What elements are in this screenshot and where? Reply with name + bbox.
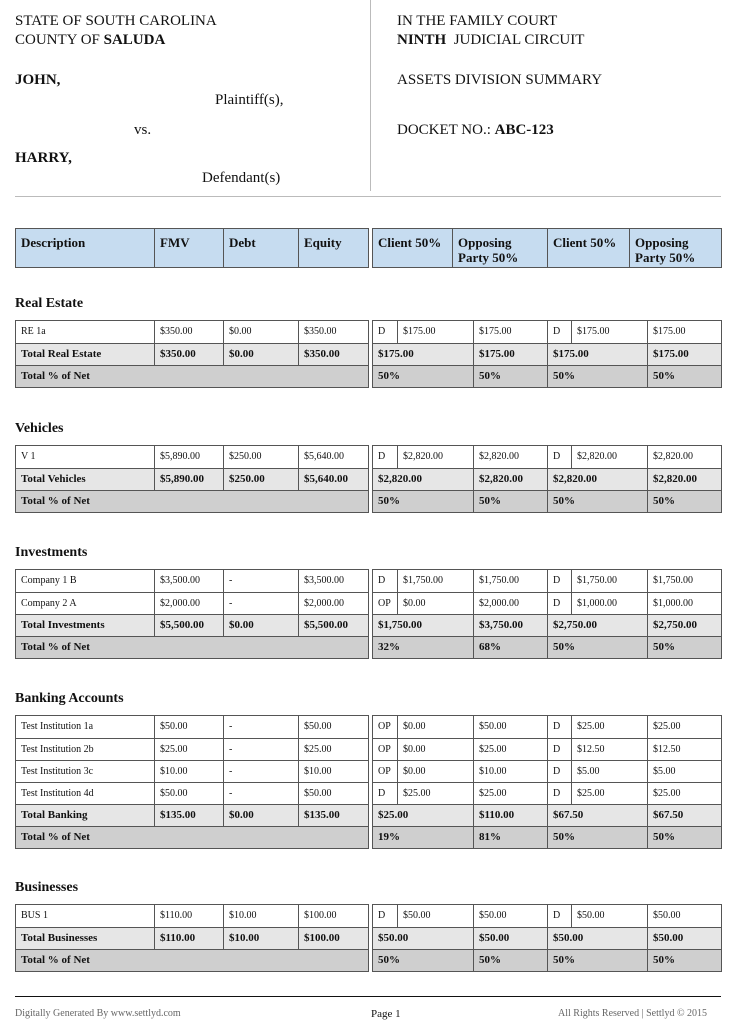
cell-equity: $5,640.00 — [298, 446, 370, 468]
total-row — [373, 804, 721, 826]
table-row — [16, 782, 368, 804]
cell-c1-code: D — [378, 451, 386, 462]
cell-desc: Total % of Net — [21, 370, 90, 382]
document-title: ASSETS DIVISION SUMMARY — [397, 72, 603, 88]
table-row — [16, 905, 368, 927]
cell-c2-code: D — [547, 593, 571, 614]
header-description: Description — [21, 235, 86, 250]
header-client-1: Client 50% — [378, 235, 442, 250]
cell-c2: $25.00 — [571, 716, 647, 738]
circuit-label: JUDICIAL CIRCUIT — [453, 32, 585, 48]
cell-fmv: $350.00 — [154, 344, 223, 365]
versus-label: vs. — [134, 122, 152, 138]
cell-debt: - — [223, 593, 298, 614]
total-row — [16, 614, 368, 636]
cell-o1: $3,750.00 — [473, 615, 547, 636]
cell-desc: Test Institution 2b — [21, 744, 94, 755]
cell-o2: $2,820.00 — [647, 469, 723, 490]
percent-row — [373, 490, 721, 512]
table-row — [373, 760, 721, 782]
county-line — [15, 32, 165, 49]
county-name: SALUDA — [103, 32, 166, 48]
cell-desc: Test Institution 4d — [21, 788, 94, 799]
cell-c2: $50.00 — [571, 905, 647, 927]
cell-equity: $5,500.00 — [298, 615, 370, 636]
cell-c1-code: OP — [378, 766, 391, 777]
section-table-left — [15, 569, 369, 659]
cell-c1: $50.00 — [378, 932, 409, 944]
cell-equity: $2,000.00 — [298, 593, 370, 614]
total-row — [16, 927, 368, 949]
cell-desc: Total % of Net — [21, 954, 90, 966]
cell-debt: - — [223, 739, 298, 760]
table-row — [16, 738, 368, 760]
table-row — [16, 760, 368, 782]
cell-debt: $0.00 — [223, 805, 298, 826]
percent-row — [16, 490, 368, 512]
cell-debt: $0.00 — [223, 321, 298, 343]
cell-c1: $2,820.00 — [397, 446, 473, 468]
cell-desc: Total Businesses — [21, 932, 98, 944]
cell-fmv: $50.00 — [154, 783, 223, 804]
table-row — [373, 782, 721, 804]
section-table-left — [15, 904, 369, 972]
cell-equity: $5,640.00 — [298, 469, 370, 490]
percent-row — [373, 826, 721, 848]
cell-debt: $10.00 — [223, 928, 298, 949]
cell-c1: $0.00 — [397, 716, 473, 738]
cell-o1: $175.00 — [473, 344, 547, 365]
cell-desc: Total Investments — [21, 619, 105, 631]
cell-o2: $50.00 — [647, 905, 723, 927]
cell-debt: - — [223, 783, 298, 804]
cell-fmv: $135.00 — [154, 805, 223, 826]
cell-o2: $50.00 — [647, 928, 723, 949]
cell-c2: $5.00 — [571, 761, 647, 782]
total-row — [16, 343, 368, 365]
cell-desc: Total Vehicles — [21, 473, 86, 485]
total-row — [373, 468, 721, 490]
cell-debt: $250.00 — [223, 469, 298, 490]
cell-c1: 50% — [378, 370, 400, 382]
table-row — [373, 738, 721, 760]
cell-equity: $50.00 — [298, 783, 370, 804]
section-table-right — [372, 320, 722, 388]
cell-o1: $50.00 — [473, 716, 547, 738]
cell-o2: $2,750.00 — [647, 615, 723, 636]
table-row — [373, 592, 721, 614]
cell-o2: 50% — [647, 491, 723, 512]
header-fmv: FMV — [154, 229, 223, 267]
cell-o1: $175.00 — [473, 321, 547, 343]
cell-o2: $175.00 — [647, 344, 723, 365]
cell-equity: $350.00 — [298, 344, 370, 365]
cell-o1: $50.00 — [473, 928, 547, 949]
cell-c2: $2,820.00 — [571, 446, 647, 468]
cell-o2: $1,750.00 — [647, 570, 723, 592]
percent-row — [373, 949, 721, 971]
cell-c1: $2,820.00 — [378, 473, 422, 485]
section-table-right — [372, 715, 722, 849]
cell-c1-code: OP — [378, 598, 391, 609]
cell-c1: $0.00 — [397, 593, 473, 614]
cell-fmv: $5,500.00 — [154, 615, 223, 636]
plaintiff-name: JOHN, — [15, 72, 61, 88]
section-table-left — [15, 715, 369, 849]
cell-o1: 50% — [473, 366, 547, 387]
section-title: Real Estate — [15, 296, 84, 311]
cell-o2: 50% — [647, 366, 723, 387]
cell-equity: $25.00 — [298, 739, 370, 760]
table-row — [373, 905, 721, 927]
table-row — [373, 446, 721, 468]
defendant-name: HARRY, — [15, 150, 72, 166]
percent-row — [373, 636, 721, 658]
cell-o2: 50% — [647, 827, 723, 848]
cell-desc: V 1 — [21, 451, 36, 462]
court-name: IN THE FAMILY COURT — [397, 13, 558, 29]
footer-copyright: All Rights Reserved | Settlyd © 2015 — [558, 1008, 708, 1019]
cell-debt: - — [223, 761, 298, 782]
header-left — [15, 228, 369, 268]
cell-c1: $1,750.00 — [397, 570, 473, 592]
cell-fmv: $25.00 — [154, 739, 223, 760]
table-row — [16, 446, 368, 468]
cell-desc: Total Banking — [21, 809, 88, 821]
cell-desc: Total Real Estate — [21, 348, 102, 360]
cell-debt: $10.00 — [223, 905, 298, 927]
cell-c2: $1,750.00 — [571, 570, 647, 592]
total-row — [16, 468, 368, 490]
cell-c2: 50% — [547, 366, 647, 387]
cell-o1: $2,820.00 — [473, 446, 547, 468]
footer-page-number: Page 1 — [371, 1008, 401, 1020]
cell-o2: 50% — [647, 950, 723, 971]
cell-c2: $67.50 — [547, 805, 647, 826]
state-line: STATE OF SOUTH CAROLINA — [15, 13, 217, 29]
cell-debt: $0.00 — [223, 344, 298, 365]
cell-o1: $2,820.00 — [473, 469, 547, 490]
header-opposing-1: Opposing Party 50% — [452, 229, 547, 267]
header-debt: Debt — [223, 229, 298, 267]
defendant-label: Defendant(s) — [202, 170, 281, 186]
cell-c2-code: D — [547, 716, 571, 738]
table-row — [16, 592, 368, 614]
cell-desc: Test Institution 3c — [21, 766, 94, 777]
percent-row — [373, 365, 721, 387]
cell-desc: Total % of Net — [21, 495, 90, 507]
cell-o2: $2,820.00 — [647, 446, 723, 468]
percent-row — [16, 636, 368, 658]
cell-c1: $175.00 — [378, 348, 414, 360]
docket-prefix: DOCKET NO.: — [397, 122, 491, 138]
cell-c2-code: D — [547, 761, 571, 782]
caption-court — [397, 0, 721, 191]
cell-o1: $110.00 — [473, 805, 547, 826]
total-row — [373, 343, 721, 365]
cell-desc: Test Institution 1a — [21, 721, 94, 732]
cell-o1: $2,000.00 — [473, 593, 547, 614]
cell-c1: 50% — [378, 495, 400, 507]
header-opposing-2: Opposing Party 50% — [629, 229, 723, 267]
cell-desc: RE 1a — [21, 326, 46, 337]
cell-c1-code: D — [378, 910, 386, 921]
cell-fmv: $110.00 — [154, 905, 223, 927]
header-equity: Equity — [298, 229, 370, 267]
cell-o1: $25.00 — [473, 739, 547, 760]
cell-c1: $175.00 — [397, 321, 473, 343]
section-table-left — [15, 445, 369, 513]
percent-row — [16, 826, 368, 848]
percent-row — [16, 949, 368, 971]
cell-desc: BUS 1 — [21, 910, 48, 921]
header-right — [372, 228, 722, 268]
footer-divider — [15, 996, 721, 997]
cell-fmv: $5,890.00 — [154, 446, 223, 468]
cell-equity: $350.00 — [298, 321, 370, 343]
cell-o2: $5.00 — [647, 761, 723, 782]
section-title: Vehicles — [15, 421, 64, 436]
section-table-right — [372, 569, 722, 659]
cell-equity: $100.00 — [298, 928, 370, 949]
cell-fmv: $350.00 — [154, 321, 223, 343]
table-row — [16, 716, 368, 738]
section-title: Banking Accounts — [15, 691, 124, 706]
docket-line — [397, 122, 554, 139]
cell-o1: 68% — [473, 637, 547, 658]
circuit-line — [397, 32, 584, 49]
cell-c1: 32% — [378, 641, 400, 653]
cell-fmv: $50.00 — [154, 716, 223, 738]
caption-divider — [15, 196, 721, 197]
cell-o2: $67.50 — [647, 805, 723, 826]
cell-o1: $1,750.00 — [473, 570, 547, 592]
section-table-left — [15, 320, 369, 388]
cell-c1: $0.00 — [397, 739, 473, 760]
table-row — [373, 716, 721, 738]
footer-generator: Digitally Generated By www.settlyd.com — [15, 1008, 181, 1019]
cell-c2: $50.00 — [547, 928, 647, 949]
cell-equity: $50.00 — [298, 716, 370, 738]
cell-equity: $10.00 — [298, 761, 370, 782]
cell-c2: $25.00 — [571, 783, 647, 804]
cell-c2: $1,000.00 — [571, 593, 647, 614]
cell-fmv: $10.00 — [154, 761, 223, 782]
header-client-2: Client 50% — [547, 229, 629, 267]
cell-fmv: $3,500.00 — [154, 570, 223, 592]
cell-o2: $25.00 — [647, 783, 723, 804]
total-row — [373, 927, 721, 949]
cell-o1: $50.00 — [473, 905, 547, 927]
cell-o1: $10.00 — [473, 761, 547, 782]
case-caption — [15, 0, 721, 191]
cell-c2: $2,750.00 — [547, 615, 647, 636]
cell-o1: 81% — [473, 827, 547, 848]
cell-desc: Total % of Net — [21, 641, 90, 653]
cell-o2: 50% — [647, 637, 723, 658]
cell-fmv: $110.00 — [154, 928, 223, 949]
cell-o2: $175.00 — [647, 321, 723, 343]
cell-c2: $12.50 — [571, 739, 647, 760]
cell-c1: 19% — [378, 831, 400, 843]
cell-debt: $0.00 — [223, 615, 298, 636]
section-table-right — [372, 445, 722, 513]
docket-number: ABC-123 — [494, 122, 554, 138]
total-row — [373, 614, 721, 636]
total-row — [16, 804, 368, 826]
cell-desc: Total % of Net — [21, 831, 90, 843]
cell-equity: $100.00 — [298, 905, 370, 927]
table-row — [373, 570, 721, 592]
cell-c1: $25.00 — [378, 809, 409, 821]
cell-c1: $25.00 — [397, 783, 473, 804]
cell-c1-code: OP — [378, 744, 391, 755]
cell-c2-code: D — [547, 570, 571, 592]
cell-c2-code: D — [547, 783, 571, 804]
cell-o1: 50% — [473, 491, 547, 512]
cell-o1: $25.00 — [473, 783, 547, 804]
cell-c1: 50% — [378, 954, 400, 966]
cell-c2: 50% — [547, 827, 647, 848]
county-prefix: COUNTY OF — [15, 32, 100, 48]
cell-o2: $25.00 — [647, 716, 723, 738]
cell-desc: Company 2 A — [21, 598, 77, 609]
cell-c1-code: D — [378, 326, 386, 337]
section-table-right — [372, 904, 722, 972]
table-row — [16, 321, 368, 343]
cell-c2: 50% — [547, 491, 647, 512]
cell-c1-code: OP — [378, 721, 391, 732]
cell-c2: $175.00 — [547, 344, 647, 365]
cell-equity: $135.00 — [298, 805, 370, 826]
table-row — [373, 321, 721, 343]
cell-c2-code: D — [547, 321, 571, 343]
cell-c1: $0.00 — [397, 761, 473, 782]
section-title: Businesses — [15, 880, 79, 895]
cell-c1-code: D — [378, 788, 386, 799]
cell-c1-code: D — [378, 575, 386, 586]
table-row — [16, 570, 368, 592]
cell-c2-code: D — [547, 446, 571, 468]
cell-debt: - — [223, 716, 298, 738]
cell-c2-code: D — [547, 739, 571, 760]
cell-c1: $50.00 — [397, 905, 473, 927]
cell-o2: $1,000.00 — [647, 593, 723, 614]
cell-fmv: $2,000.00 — [154, 593, 223, 614]
cell-debt: - — [223, 570, 298, 592]
circuit-number: NINTH — [397, 32, 447, 48]
caption-parties — [15, 0, 371, 191]
section-title: Investments — [15, 545, 88, 560]
cell-c2: $175.00 — [571, 321, 647, 343]
cell-c1: $1,750.00 — [378, 619, 422, 631]
cell-c2: 50% — [547, 637, 647, 658]
cell-o1: 50% — [473, 950, 547, 971]
cell-equity: $3,500.00 — [298, 570, 370, 592]
cell-c2: $2,820.00 — [547, 469, 647, 490]
cell-o2: $12.50 — [647, 739, 723, 760]
percent-row — [16, 365, 368, 387]
cell-c2-code: D — [547, 905, 571, 927]
cell-fmv: $5,890.00 — [154, 469, 223, 490]
cell-c2: 50% — [547, 950, 647, 971]
cell-desc: Company 1 B — [21, 575, 77, 586]
cell-debt: $250.00 — [223, 446, 298, 468]
plaintiff-label: Plaintiff(s), — [215, 92, 284, 108]
